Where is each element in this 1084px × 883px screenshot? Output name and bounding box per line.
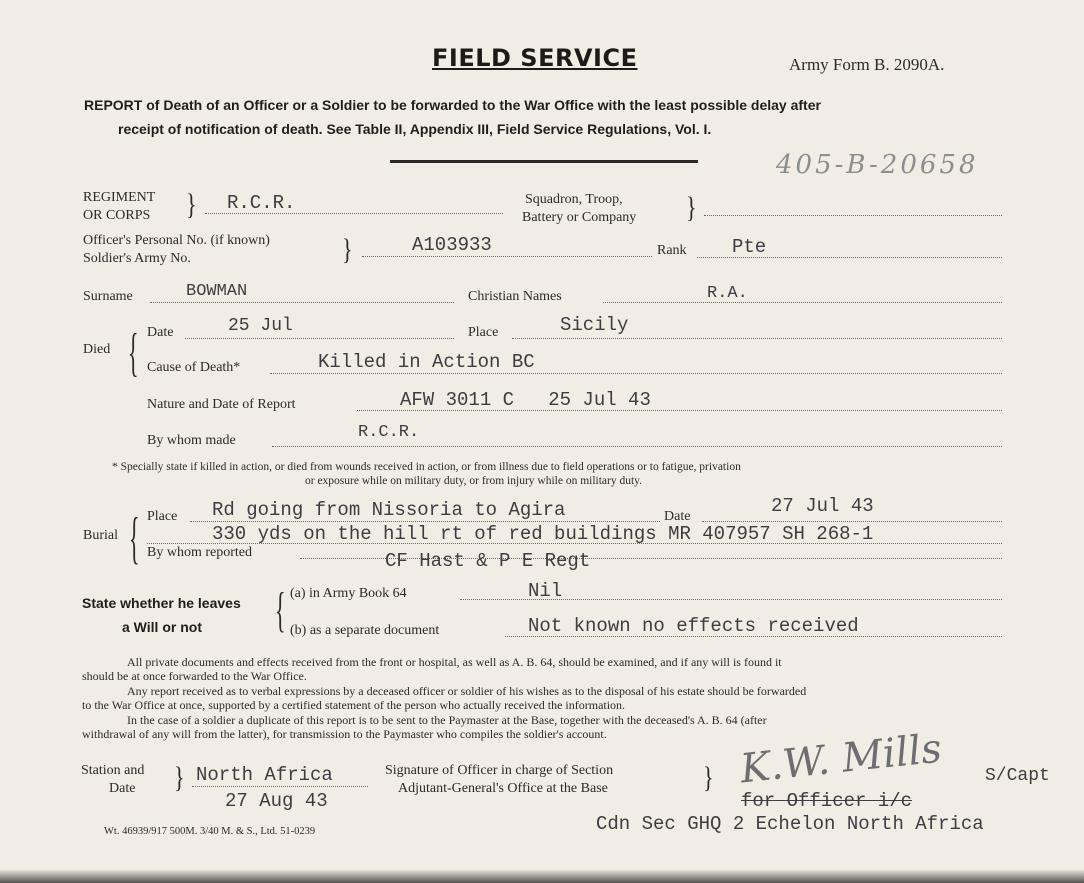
burial-place-label: Place: [147, 509, 178, 524]
station-brace: }: [174, 760, 185, 794]
christian-names-line: [603, 302, 1002, 303]
squadron-line: [704, 215, 1002, 216]
squadron-brace: }: [686, 190, 697, 224]
printer-line: Wt. 46939/917 500M. 3/40 M. & S., Ltd. 51-0239: [104, 826, 316, 837]
died-brace: {: [128, 322, 139, 382]
signature-label-line1: Signature of Officer in charge of Section: [385, 763, 614, 778]
will-b-label: (b) as a separate document: [290, 623, 440, 638]
by-whom-reported-value: CF Hast & P E Regt: [385, 550, 591, 572]
burial-place-value: Rd going from Nissoria to Agira: [212, 499, 566, 521]
burial-date-label: Date: [664, 509, 691, 524]
christian-names-label: Christian Names: [468, 289, 562, 304]
surname-line: [150, 302, 454, 303]
instruction-p3b: withdrawal of any will from the latter), for transmission to the Paymaster who compiles the soldier's account.: [82, 727, 607, 741]
cause-line: [270, 373, 1002, 374]
army-no-label: Soldier's Army No.: [83, 251, 191, 266]
instruction-p2b: to the War Office at once, supported by a certified statement of the person who actually received the information.: [82, 698, 626, 712]
personal-no-brace: }: [342, 232, 353, 266]
burial-brace: {: [129, 505, 140, 570]
station-date-label: Date: [109, 781, 136, 796]
surname-value: BOWMAN: [186, 282, 248, 301]
report-instruction-line2: receipt of notification of death. See Table II, Appendix III, Field Service Regulations, Vol. I.: [118, 121, 712, 137]
station-value: North Africa: [196, 764, 333, 786]
cause-label: Cause of Death*: [147, 360, 241, 375]
signature-label-line2: Adjutant-General's Office at the Base: [398, 781, 608, 796]
header-rule: [390, 160, 698, 163]
burial-label: Burial: [83, 528, 118, 543]
by-whom-made-label: By whom made: [147, 433, 236, 448]
for-officer: for Officer i/c: [741, 790, 913, 812]
signature-brace: }: [703, 760, 714, 794]
place-value: Sicily: [560, 314, 629, 336]
will-b-value: Not known no effects received: [528, 615, 859, 637]
form-number: Army Form B. 2090A.: [789, 55, 945, 74]
will-label-line1: State whether he leaves: [82, 595, 241, 611]
died-label: Died: [83, 342, 111, 357]
battery-label: Battery or Company: [522, 210, 637, 225]
signature-rank: S/Capt: [985, 766, 1050, 786]
report-instruction-line1: REPORT of Death of an Officer or a Soldier to be forwarded to the War Office with the least possible delay after: [84, 97, 821, 113]
instruction-p2a: Any report received as to verbal expressions by a deceased officer or soldier of his wishes as to the disposal of his estate should be forwarded: [127, 684, 807, 698]
will-brace: {: [275, 582, 286, 637]
by-whom-made-line: [272, 446, 1002, 447]
died-date-line: [185, 338, 454, 339]
surname-label: Surname: [83, 289, 133, 304]
burial-place-value-2: 330 yds on the hill rt of red buildings MR 407957 SH 268-1: [212, 523, 874, 545]
burial-date-line: [702, 521, 1002, 522]
instruction-p1a: All private documents and effects received from the front or hospital, as well as A. B. 64, should be examined, and if any will is found it: [127, 655, 782, 669]
form-title: FIELD SERVICE: [432, 44, 638, 72]
burial-date-value: 27 Jul 43: [771, 495, 874, 517]
file-reference: 405-B-20658: [776, 150, 979, 180]
page-edge-shadow: [0, 869, 1084, 883]
burial-place-line: [190, 521, 660, 522]
regiment-value: R.C.R.: [227, 192, 296, 214]
died-date-value: 25 Jul: [228, 316, 293, 336]
died-date-label: Date: [147, 325, 174, 340]
will-a-value: Nil: [528, 580, 563, 602]
place-label: Place: [468, 325, 499, 340]
nature-label: Nature and Date of Report: [147, 397, 296, 412]
signature: K.W. Mills: [738, 725, 944, 793]
will-a-label: (a) in Army Book 64: [290, 586, 407, 601]
christian-names-value: R.A.: [707, 284, 748, 303]
will-label-line2: a Will or not: [122, 619, 202, 635]
personal-no-label: Officer's Personal No. (if known): [83, 233, 270, 248]
corps-label: OR CORPS: [83, 208, 151, 223]
army-no-value: A103933: [412, 234, 492, 256]
footnote-line1: * Specially state if killed in action, or died from wounds received in action, or from illness due to field operations or to fatigue, privation: [112, 461, 741, 473]
instruction-p3a: In the case of a soldier a duplicate of this report is to be sent to the Paymaster at the Base, together with the deceased's A. B. 64 (after: [127, 713, 767, 727]
section-value: Cdn Sec GHQ 2 Echelon North Africa: [596, 813, 984, 835]
instruction-p1b: should be at once forwarded to the War Office.: [82, 669, 307, 683]
rank-value: Pte: [732, 236, 767, 258]
squadron-label: Squadron, Troop,: [525, 192, 623, 207]
regiment-label: REGIMENT: [83, 190, 156, 205]
by-whom-made-value: R.C.R.: [358, 423, 420, 442]
station-date-value: 27 Aug 43: [225, 790, 328, 812]
station-label: Station and: [81, 763, 145, 778]
place-line: [512, 338, 1002, 339]
cause-value: Killed in Action BC: [318, 351, 535, 373]
regiment-brace: }: [186, 187, 197, 221]
army-no-line: [362, 256, 652, 257]
by-whom-reported-label: By whom reported: [147, 545, 252, 560]
station-line: [192, 786, 368, 787]
nature-value: AFW 3011 C 25 Jul 43: [400, 389, 651, 411]
footnote-line2: or exposure while on military duty, or from injury while on military duty.: [305, 475, 643, 487]
rank-label: Rank: [657, 243, 687, 258]
